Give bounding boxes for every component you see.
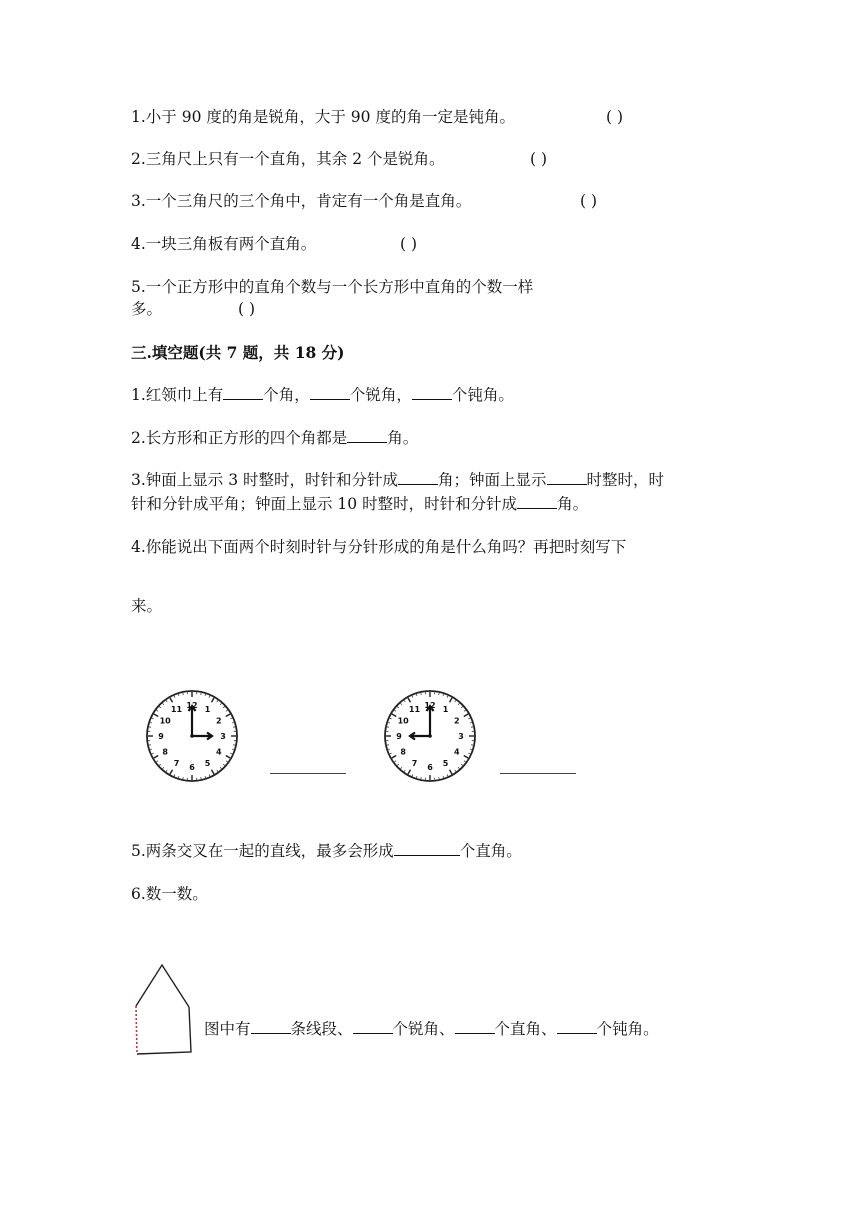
clock-tick (178, 694, 179, 696)
answer-blank[interactable] (455, 1019, 495, 1034)
q3-text-c: 时整时，时 (586, 471, 665, 489)
q5-text-b: 个直角。 (459, 842, 522, 860)
clock-tick (416, 694, 417, 696)
clock-tick (401, 767, 402, 768)
clock-tick (408, 698, 411, 702)
clock-number: 7 (411, 758, 418, 768)
clock-tick (470, 749, 472, 750)
q6-text-a: 图中有 (204, 1020, 251, 1038)
clock-tick (159, 764, 160, 765)
clock-tick (390, 718, 392, 719)
judgement-item-5-cont: 多。 (131, 300, 163, 318)
clock-tick (217, 770, 218, 772)
question-6-text (204, 1019, 659, 1039)
judgement-item-3: 3.一个三角尺的三个角中，肯定有一个角是直角。 (131, 192, 472, 210)
clock-tick (468, 718, 470, 719)
clock-tick (232, 722, 234, 723)
clock-number: 2 (216, 716, 222, 726)
clock-tick (156, 710, 158, 711)
q3-text-a: 3.钟面上显示 3 时整时，时针和分针成 (131, 471, 399, 489)
answer-paren-3[interactable]: ( ) (580, 192, 598, 210)
clock-number: 10 (159, 716, 171, 726)
clock-tick (408, 770, 411, 774)
clock-tick (458, 703, 459, 704)
clock-tick (443, 694, 444, 696)
question-1 (131, 385, 514, 405)
clock-tick (450, 770, 453, 774)
clock-tick (230, 718, 232, 719)
clock-tick (458, 767, 459, 768)
answer-paren-1[interactable]: ( ) (606, 108, 624, 126)
q1-text-d: 个钝角。 (451, 386, 514, 404)
q1-text-b: 个角， (263, 386, 310, 404)
judgement-item-1: 1.小于 90 度的角是锐角，大于 90 度的角一定是钝角。 (131, 108, 515, 126)
clock-face-9-oclock (382, 688, 478, 784)
clock-tick (150, 722, 152, 723)
q1-text-a: 1.红领巾上有 (131, 386, 224, 404)
judgement-item-5: 5.一个正方形中的直角个数与一个长方形中直角的个数一样 (131, 278, 534, 296)
clock-tick (468, 753, 470, 754)
q3-text-e: 角。 (557, 495, 589, 513)
clock-tick (416, 776, 417, 778)
clock-face-3-oclock (144, 688, 240, 784)
clock-tick (212, 698, 215, 702)
clock-tick (217, 700, 218, 702)
answer-paren-2[interactable]: ( ) (530, 150, 548, 168)
question-2 (131, 428, 418, 448)
clock-tick (166, 700, 167, 702)
answer-blank[interactable] (353, 1019, 393, 1034)
clock-tick (412, 696, 413, 698)
q3-text-b: 角；钟面上显示 (438, 471, 547, 489)
clock-tick (388, 749, 390, 750)
clock-number: 4 (216, 747, 222, 757)
clock-tick (392, 714, 396, 717)
answer-blank[interactable] (223, 385, 263, 400)
clock-tick (464, 710, 466, 711)
clock-tick (461, 764, 462, 765)
clock-tick (397, 707, 398, 708)
judgement-item-2: 2.三角尺上只有一个直角，其余 2 个是锐角。 (131, 150, 445, 168)
clock-number: 1 (204, 705, 211, 715)
clock-number: 6 (189, 763, 195, 772)
clock-tick (163, 767, 164, 768)
clock-number: 2 (454, 716, 460, 726)
clock-tick (154, 756, 158, 759)
q3-text-d: 针和分针成平角；钟面上显示 10 时整时，时针和分针成 (131, 495, 518, 513)
clock-center (190, 734, 194, 738)
clock-number: 5 (442, 758, 449, 768)
answer-paren-5[interactable]: ( ) (238, 300, 256, 318)
clock-tick (230, 753, 232, 754)
clock-tick (392, 756, 396, 759)
clock-tick (394, 710, 396, 711)
question-4: 4.你能说出下面两个时刻时针与分针形成的角是什么角吗？再把时刻写下 (131, 538, 627, 556)
clock-tick (464, 761, 466, 762)
clock-tick (464, 756, 468, 759)
clock-tick (404, 700, 405, 702)
answer-blank[interactable] (517, 494, 557, 509)
clock-tick (447, 774, 448, 776)
clock-number: 3 (458, 732, 464, 741)
clock-tick (212, 770, 215, 774)
clock-tick (220, 767, 221, 768)
clock-number: 9 (158, 732, 164, 741)
clock-number: 1 (442, 705, 449, 715)
answer-blank[interactable] (251, 1019, 291, 1034)
clock-number: 3 (220, 732, 226, 741)
q6-text-d: 个直角、 (494, 1020, 557, 1038)
section-heading: 三.填空题(共 7 题，共 18 分) (131, 343, 345, 362)
clock-tick (450, 698, 453, 702)
q1-text-c: 个锐角， (349, 386, 412, 404)
clock-tick (166, 770, 167, 772)
answer-line-clock-2[interactable] (500, 773, 576, 774)
question-4-cont: 来。 (131, 597, 163, 615)
q2-text-a: 2.长方形和正方形的四个角都是 (131, 429, 348, 447)
clock-tick (163, 703, 164, 704)
clock-number: 8 (162, 747, 168, 757)
clock-tick (390, 753, 392, 754)
answer-blank[interactable] (347, 428, 387, 443)
clock-tick (470, 722, 472, 723)
clock-tick (404, 770, 405, 772)
clock-tick (226, 710, 228, 711)
clock-tick (464, 714, 468, 717)
clock-number: 12 (424, 701, 436, 710)
answer-blank[interactable] (547, 470, 587, 485)
clock-tick (455, 770, 456, 772)
clock-number: 4 (454, 747, 460, 757)
clock-tick (154, 714, 158, 717)
clock-number: 11 (408, 705, 421, 715)
clock-tick (170, 770, 173, 774)
clock-tick (220, 703, 221, 704)
clock-tick (205, 776, 206, 778)
clock-tick (412, 774, 413, 776)
clock-tick (209, 774, 210, 776)
clock-number: 10 (397, 716, 409, 726)
clock-tick (170, 698, 173, 702)
clock-number: 5 (204, 758, 211, 768)
house-shape-figure (130, 962, 200, 1056)
answer-blank[interactable] (398, 470, 438, 485)
question-6: 6.数一数。 (131, 885, 208, 903)
clock-tick (223, 764, 224, 765)
clock-tick (226, 756, 230, 759)
q5-text-a: 5.两条交叉在一起的直线，最多会形成 (131, 842, 394, 860)
clock-tick (178, 776, 179, 778)
clock-tick (394, 761, 396, 762)
answer-blank[interactable] (412, 385, 452, 400)
answer-blank[interactable] (557, 1019, 597, 1034)
clock-number: 9 (396, 732, 402, 741)
clock-tick (205, 694, 206, 696)
q6-text-e: 个钝角。 (596, 1020, 659, 1038)
clock-tick (455, 700, 456, 702)
clock-tick (226, 761, 228, 762)
clock-tick (447, 696, 448, 698)
clock-tick (152, 718, 154, 719)
clock-tick (397, 764, 398, 765)
answer-line-clock-1[interactable] (270, 773, 346, 774)
clock-tick (388, 722, 390, 723)
clock-tick (150, 749, 152, 750)
answer-blank[interactable] (394, 841, 460, 856)
clock-tick (226, 714, 230, 717)
clock-tick (174, 696, 175, 698)
clock-tick (156, 761, 158, 762)
clock-number: 6 (427, 763, 433, 772)
clock-number: 7 (173, 758, 180, 768)
clock-tick (401, 703, 402, 704)
clock-tick (443, 776, 444, 778)
clock-tick (223, 707, 224, 708)
clock-number: 8 (400, 747, 406, 757)
clock-number: 12 (186, 701, 198, 710)
answer-paren-4[interactable]: ( ) (400, 235, 418, 253)
question-3-cont (131, 494, 588, 514)
clock-tick (152, 753, 154, 754)
question-3 (131, 470, 664, 490)
q6-text-c: 个锐角、 (392, 1020, 455, 1038)
q6-text-b: 条线段、 (290, 1020, 353, 1038)
clock-center (428, 734, 432, 738)
answer-blank[interactable] (310, 385, 350, 400)
clock-tick (232, 749, 234, 750)
q2-text-b: 角。 (387, 429, 419, 447)
judgement-item-4: 4.一块三角板有两个直角。 (131, 235, 317, 253)
clock-tick (461, 707, 462, 708)
clock-tick (174, 774, 175, 776)
question-5 (131, 841, 522, 861)
clock-tick (209, 696, 210, 698)
clock-number: 11 (170, 705, 183, 715)
clock-tick (159, 707, 160, 708)
